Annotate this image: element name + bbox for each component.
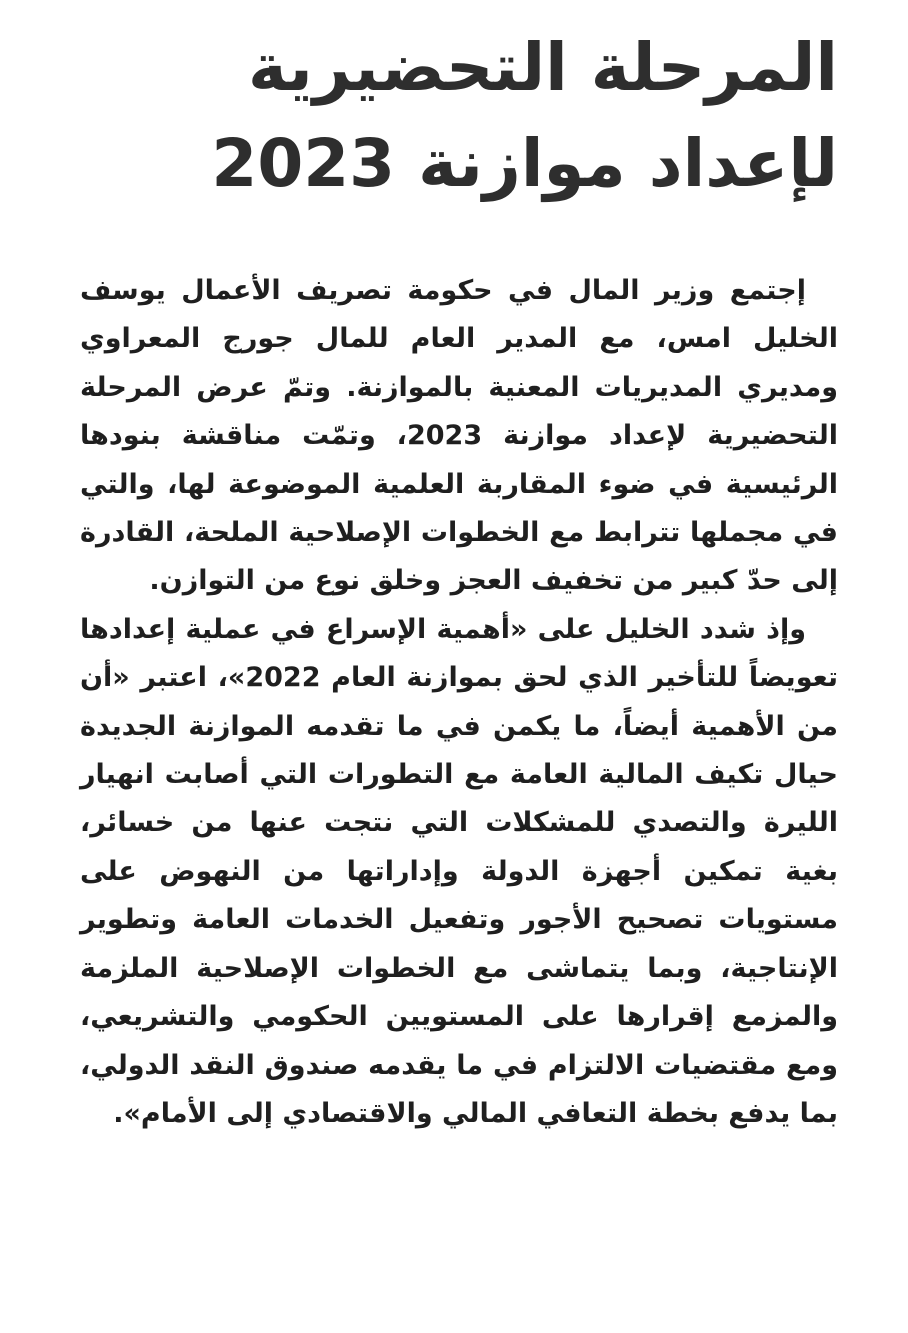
headline-line-1: المرحلة التحضيرية (248, 29, 838, 106)
article-headline (80, 20, 838, 212)
article-body (80, 267, 838, 1138)
headline-line-2: لإعداد موازنة 2023 (211, 125, 838, 202)
article-paragraph-2: وإذ شدد الخليل على «أهمية الإسراع في عملية إعدادها تعويضاً للتأخير الذي لحق بموازنة العام 2022»، اعتبر «أن من الأهمية أيضاً، ما يكمن في ما تقدمه الموازنة الجديدة حيال تكيف المالية العامة مع التطورات التي أصابت انهيار الليرة والتصدي للمشكلات التي نتجت عنها من خسائر، بغية تمكين أجهزة الدولة وإداراتها من النهوض على مستويات تصحيح الأجور وتفعيل الخدمات العامة وتطوير الإنتاجية، وبما يتماشى مع الخطوات الإصلاحية الملزمة والمزمع إقرارها على المستويين الحكومي والتشريعي، ومع مقتضيات الالتزام في ما يقدمه صندوق النقد الدولي، بما يدفع بخطة التعافي المالي والاقتصادي إلى الأمام». (80, 613, 839, 1129)
article-paragraph-1: إجتمع وزير المال في حكومة تصريف الأعمال يوسف الخليل امس، مع المدير العام للمال جورج المعراوي ومديري المديريات المعنية بالموازنة. وتمّ عرض المرحلة التحضيرية لإعداد موازنة 2023، وتمّت مناقشة بنودها الرئيسية في ضوء المقاربة العلمية الموضوعة لها، والتي في مجملها تترابط مع الخطوات الإصلاحية الملحة، القادرة إلى حدّ كبير من تخفيف العجز وخلق نوع من التوازن. (80, 275, 838, 597)
